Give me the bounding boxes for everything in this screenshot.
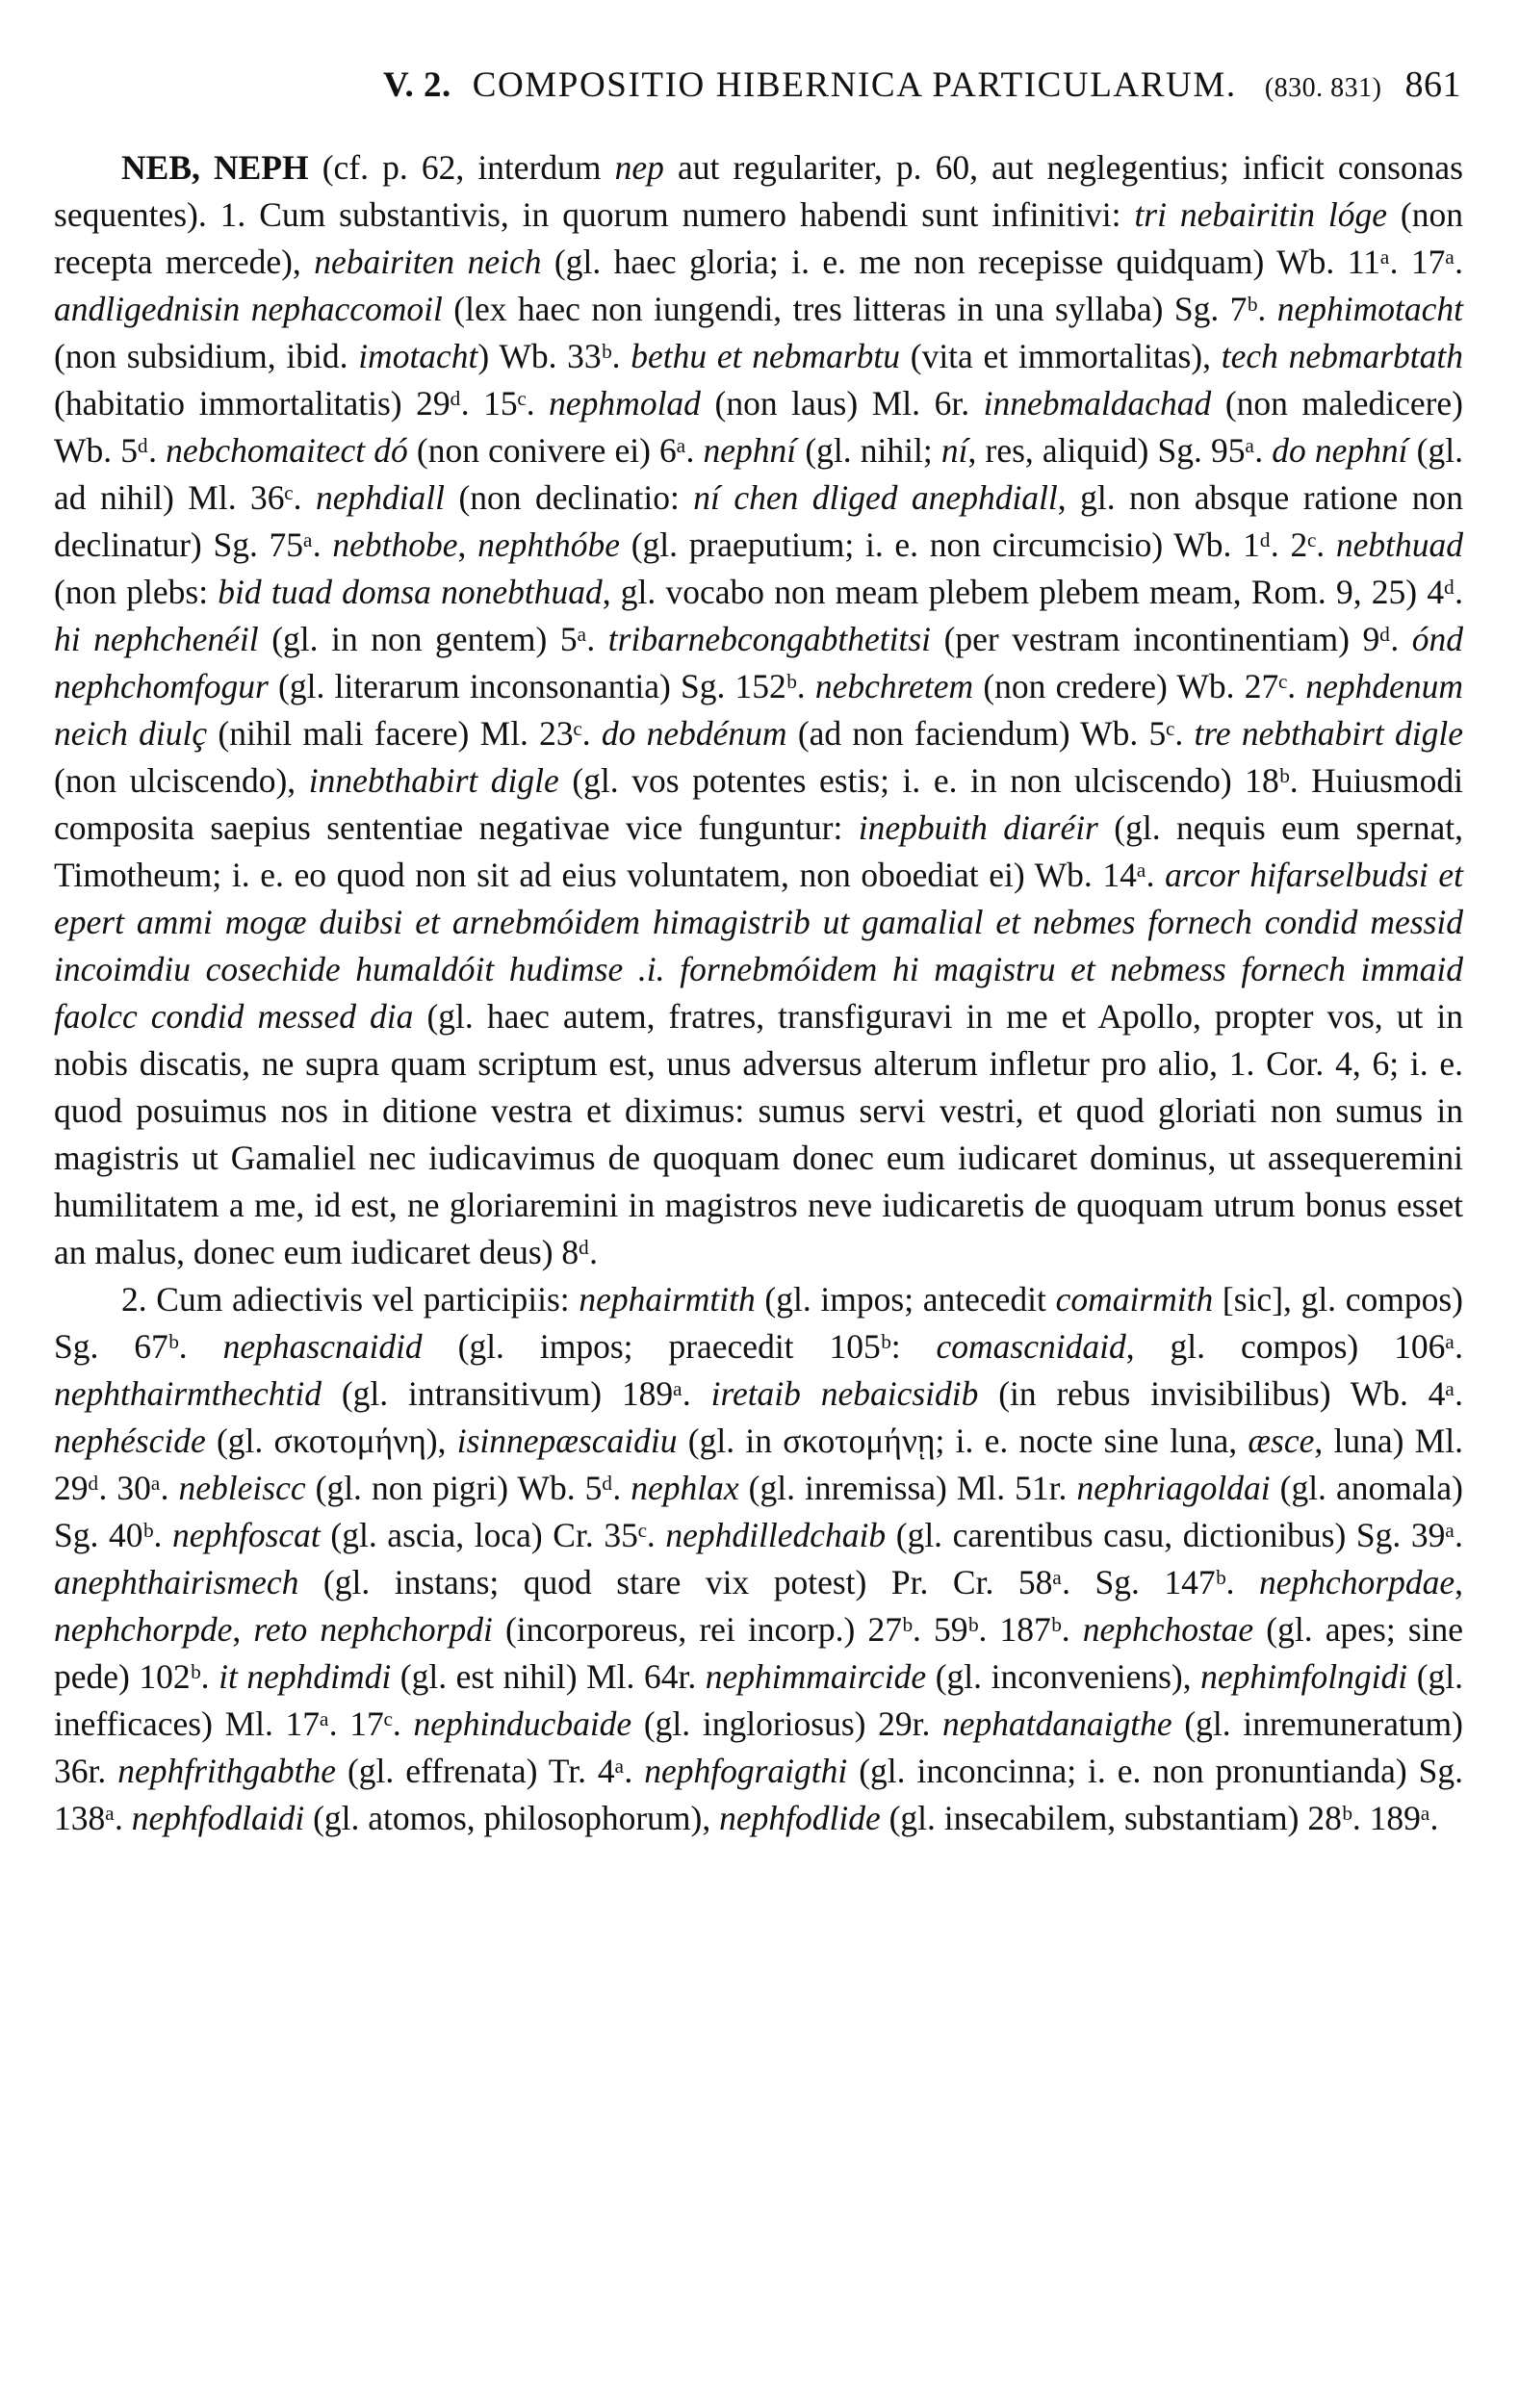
gloss-text: (per vestram incontinentiam) 9ᵈ.	[931, 620, 1412, 658]
irish-form: nebairiten neich	[314, 243, 542, 281]
irish-form: nephfoscat	[171, 1516, 321, 1554]
gloss-text: [sic], gl. compos) Sg. 67ᵇ.	[54, 1280, 1463, 1366]
irish-form: nephairmtith	[579, 1280, 756, 1319]
gloss-text: (cf. p. 62, interdum	[308, 148, 615, 187]
irish-form: andligednisin nephaccomoil	[54, 290, 443, 328]
irish-form: nep	[614, 148, 664, 187]
irish-form: nebchretem	[814, 667, 974, 705]
irish-form: nephimmaircide	[705, 1657, 927, 1696]
gloss-text: (gl. intransitivum) 189ᵃ.	[322, 1374, 711, 1413]
entry-headword: NEB, NEPH	[121, 148, 309, 187]
gloss-text: (gl. haec gloria; i. e. me non recepisse quidquam) Wb. 11ᵃ. 17ᵃ.	[541, 243, 1463, 281]
gloss-text: (gl. est nihil) Ml. 64r.	[391, 1657, 706, 1696]
irish-form: do nephní	[1272, 431, 1408, 470]
gloss-text: (gl. praeputium; i. e. non circumcisio) Wb. 1ᵈ. 2ᶜ.	[619, 525, 1336, 564]
gloss-text: (gl. non pigri) Wb. 5ᵈ.	[305, 1469, 631, 1507]
irish-form: isinnepæscaidiu	[456, 1422, 678, 1460]
gloss-text: (non conivere ei) 6ᵃ.	[407, 431, 704, 470]
gloss-text: (gl. atomos, philosophorum),	[304, 1799, 720, 1837]
irish-form: tri nebairitin lóge	[1134, 195, 1387, 234]
gloss-text: (gl. inremissa) Ml. 51r.	[738, 1469, 1077, 1507]
irish-form: nebleiscc	[178, 1469, 306, 1507]
gloss-text: (gl. ingloriosus) 29r.	[631, 1704, 943, 1743]
body-text	[54, 144, 1463, 1842]
irish-form: arcor hifarselbudsi et epert ammi mogæ duibsi et arnebmóidem himagistrib ut gamalial et nebmes fornech condid messid incoimdiu cosechide humaldóit hudimse .i. fornebmóidem hi magistru et nebmess fornech immaid faolcc condid messed dia	[54, 856, 1463, 1036]
irish-form: nebchomaitect dó	[166, 431, 408, 470]
irish-form: nephlax	[631, 1469, 739, 1507]
gloss-text: (gl. instans; quod stare vix potest) Pr. Cr. 58ᵃ. Sg. 147ᵇ.	[298, 1563, 1260, 1601]
irish-form: nephfrithgabthe	[117, 1752, 336, 1790]
gloss-text: (vita et immortalitas),	[900, 337, 1222, 375]
irish-form: do nebdénum	[601, 714, 787, 753]
gloss-text: (habitatio immortalitatis) 29ᵈ. 15ᶜ.	[54, 384, 550, 423]
gloss-text: (non recepta mercede),	[54, 195, 1464, 281]
gloss-text: ,	[232, 1610, 254, 1649]
irish-form: nephchorpdae	[1259, 1563, 1455, 1601]
gloss-text: , luna) Ml. 29ᵈ. 30ᵃ.	[54, 1422, 1464, 1507]
gloss-text: (gl. effrenata) Tr. 4ᵃ.	[335, 1752, 645, 1790]
irish-form: nephfodlide	[719, 1799, 881, 1837]
gloss-text: (lex haec non iungendi, tres litteras in una syllaba) Sg. 7ᵇ.	[442, 290, 1277, 328]
irish-form: bid tuad domsa nonebthuad	[218, 573, 603, 611]
gloss-text: (gl. insecabilem, substantiam) 28ᵇ. 189ᵃ.	[880, 1799, 1439, 1837]
gloss-text: ,	[457, 525, 478, 564]
gloss-text: ) Wb. 33ᵇ.	[477, 337, 631, 375]
irish-form: nephchostae	[1082, 1610, 1254, 1649]
gloss-text: (gl. carentibus casu, dictionibus) Sg. 39ᵃ.	[886, 1516, 1463, 1554]
irish-form: tribarnebcongabthetitsi	[607, 620, 932, 658]
irish-form: nephatdanaigthe	[942, 1704, 1172, 1743]
gloss-text: (gl. in non gentem) 5ᵃ.	[258, 620, 608, 658]
irish-form: it nephdimdi	[219, 1657, 392, 1696]
irish-form: anephthairismech	[54, 1563, 299, 1601]
irish-form: nephimotacht	[1276, 290, 1463, 328]
gloss-text: (non subsidium, ibid.	[54, 337, 359, 375]
running-header	[383, 64, 1461, 117]
gloss-text: (gl. impos; praecedit 105ᵇ:	[422, 1327, 937, 1366]
irish-form: nephfodlaidi	[131, 1799, 305, 1837]
irish-form: nephmolad	[549, 384, 701, 423]
irish-form: imotacht	[358, 337, 478, 375]
gloss-text: (non declinatio:	[445, 478, 694, 517]
irish-form: æsce	[1248, 1422, 1315, 1460]
irish-form: nephfograigthi	[644, 1752, 848, 1790]
irish-form: nephní	[703, 431, 797, 470]
section-number: V. 2.	[383, 65, 451, 105]
gloss-text: (non ulciscendo),	[54, 761, 309, 800]
gloss-text: (gl. inremuneratum) 36r.	[54, 1704, 1463, 1790]
gloss-text: (incorporeus, rei incorp.) 27ᵇ. 59ᵇ. 187ᵇ.	[492, 1610, 1083, 1649]
irish-form: nephthairmthechtid	[54, 1374, 322, 1413]
irish-form: nephchorpde	[54, 1610, 233, 1649]
irish-form: tre nebthabirt digle	[1194, 714, 1464, 753]
irish-form: innebthabirt digle	[308, 761, 559, 800]
gloss-text: aut regulariter, p. 60, aut neglegentius; inficit consonas sequentes). 1. Cum substantivis, in quorum numero habendi sunt infinitivi:	[54, 148, 1463, 234]
gloss-text: , res, aliquid) Sg. 95ᵃ.	[967, 431, 1273, 470]
gloss-text: (gl. ascia, loca) Cr. 35ᶜ.	[320, 1516, 666, 1554]
irish-form: nephdiall	[315, 478, 446, 517]
irish-form: innebmaldachad	[983, 384, 1212, 423]
irish-form: nephascnaidid	[222, 1327, 423, 1366]
page-number: 861	[1404, 64, 1461, 105]
gloss-text: 2. Cum adiectivis vel participiis:	[121, 1280, 579, 1319]
irish-form: nephdenum neich diulç	[54, 667, 1463, 753]
irish-form: nephimfolngidi	[1200, 1657, 1408, 1696]
gloss-text: (in rebus invisibilibus) Wb. 4ᵃ.	[978, 1374, 1463, 1413]
irish-form: ní	[940, 431, 968, 470]
column-reference: (830. 831)	[1264, 73, 1382, 103]
gloss-text: (non credere) Wb. 27ᶜ.	[973, 667, 1306, 705]
gloss-text: (gl. inconcinna; i. e. non pronuntianda) Sg. 138ᵃ.	[54, 1752, 1463, 1837]
irish-form: ní chen dliged anephdiall	[693, 478, 1058, 517]
gloss-text: (gl. in σκοτομήνῃ; i. e. nocte sine luna,	[677, 1422, 1249, 1460]
running-title: COMPOSITIO HIBERNICA PARTICULARUM.	[472, 65, 1237, 105]
irish-form: comascnidaid	[936, 1327, 1126, 1366]
gloss-text: , gl. compos) 106ᵃ.	[1125, 1327, 1464, 1366]
gloss-text: (gl. anomala) Sg. 40ᵇ.	[54, 1469, 1464, 1554]
gloss-text: (gl. inconveniens),	[926, 1657, 1201, 1696]
gloss-text: (non maledicere) Wb. 5ᵈ.	[54, 384, 1463, 470]
gloss-text: (gl. nequis eum spernat, Timotheum; i. e. eo quod non sit ad eius voluntatem, non oboediat ei) Wb. 14ᵃ.	[54, 808, 1463, 894]
irish-form: nephéscide	[54, 1422, 206, 1460]
gloss-text: (non laus) Ml. 6r.	[700, 384, 984, 423]
irish-form: ónd nephchomfogur	[54, 620, 1463, 705]
gloss-text: ,	[1455, 1563, 1463, 1601]
irish-form: comairmith	[1055, 1280, 1214, 1319]
irish-form: tech nebmarbtath	[1221, 337, 1464, 375]
irish-form: inepbuith diaréir	[858, 808, 1098, 847]
irish-form: nebthobe	[332, 525, 458, 564]
gloss-text: (gl. vos potentes estis; i. e. in non ulciscendo) 18ᵇ. Huiusmodi composita saepius sententiae negativae vice funguntur:	[54, 761, 1463, 847]
gloss-text: (gl. impos; antecedit	[755, 1280, 1056, 1319]
paragraph-2	[54, 1276, 1463, 1842]
gloss-text: (gl. inefficaces) Ml. 17ᵃ. 17ᶜ.	[54, 1657, 1464, 1743]
gloss-text: (nihil mali facere) Ml. 23ᶜ.	[207, 714, 602, 753]
gloss-text: (ad non faciendum) Wb. 5ᶜ.	[786, 714, 1195, 753]
gloss-text: (non plebs:	[54, 573, 219, 611]
irish-form: hi nephchenéil	[54, 620, 259, 658]
irish-form: nebthuad	[1335, 525, 1464, 564]
gloss-text: (gl. σκοτομήνη),	[205, 1422, 457, 1460]
irish-form: nephdilledchaib	[665, 1516, 887, 1554]
gloss-text: (gl. haec autem, fratres, transfiguravi in me et Apollo, propter vos, ut in nobis discatis, ne supra quam scriptum est, unus adversus alterum infletur pro alio, 1. Cor. 4, 6; i. e. quod posuimus nos in ditione vestra et diximus: sumus servi vestri, et quod gloriati non sumus in magistris ut Gamaliel nec iudicavimus de quoquam donec eum iudicaret dominus, ut assequeremini humilitatem a me, id est, ne gloriaremini in magistros neve iudicaretis de quoquam utrum bonus esset an malus, donec eum iudicaret deus) 8ᵈ.	[54, 997, 1463, 1271]
irish-form: nephinducbaide	[413, 1704, 632, 1743]
irish-form: nephriagoldai	[1076, 1469, 1271, 1507]
gloss-text: (gl. literarum inconsonantia) Sg. 152ᵇ.	[268, 667, 815, 705]
gloss-text: (gl. nihil;	[796, 431, 941, 470]
irish-form: iretaib nebaicsidib	[710, 1374, 979, 1413]
irish-form: nephthóbe	[477, 525, 620, 564]
gloss-text: (gl. ad nihil) Ml. 36ᶜ.	[54, 431, 1463, 517]
gloss-text: , gl. vocabo non meam plebem plebem meam, Rom. 9, 25) 4ᵈ.	[602, 573, 1463, 611]
irish-form: reto nephchorpdi	[253, 1610, 493, 1649]
paragraph-1	[54, 144, 1463, 1276]
gloss-text: (gl. apes; sine pede) 102ᵇ.	[54, 1610, 1464, 1696]
gloss-text: , gl. non absque ratione non declinatur) Sg. 75ᵃ.	[54, 478, 1463, 564]
irish-form: bethu et nebmarbtu	[631, 337, 901, 375]
